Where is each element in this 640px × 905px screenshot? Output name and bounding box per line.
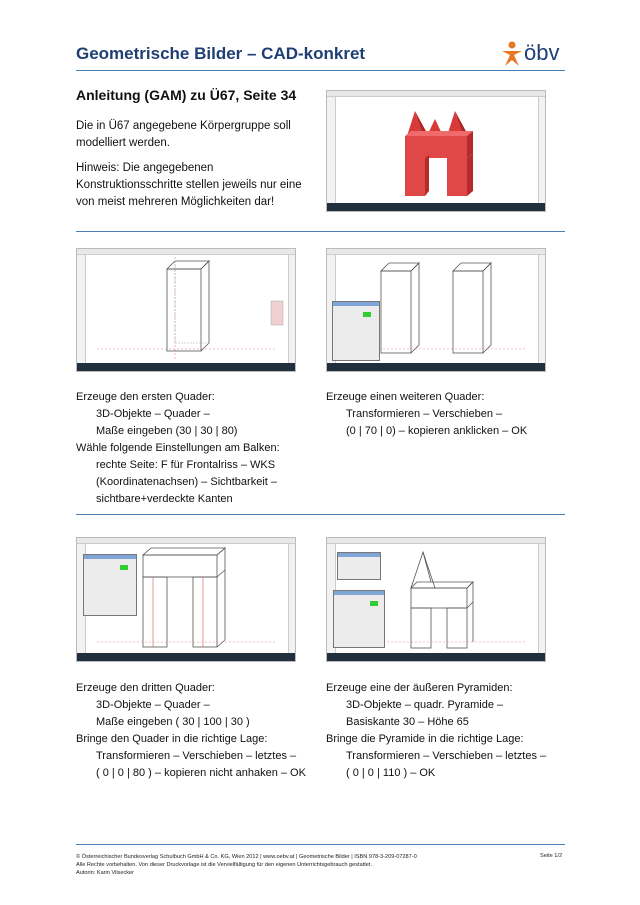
step-4-line-2: 3D-Objekte – quadr. Pyramide – xyxy=(346,699,504,711)
step-1-line-3: Maße eingeben (30 | 30 | 80) xyxy=(96,425,238,437)
step-2-line-1: Erzeuge einen weiteren Quader: xyxy=(326,391,485,403)
step-3-line-5: Transformieren – Verschieben – letztes – xyxy=(96,750,297,762)
footer-copyright: © Österreichischer Bundesverlag Schulbuch GmbH & Co. KG, Wien 2012 | www.oebv.at | Geometrische Bilder | ISBN 978-3-209-07287-0 xyxy=(76,854,417,860)
footer-rule xyxy=(76,844,565,845)
step-4-line-4: Bringe die Pyramide in die richtige Lage: xyxy=(326,733,524,745)
footer-author: Autorin: Karin Vilsecker xyxy=(76,870,135,876)
page-header-title: Geometrische Bilder – CAD-konkret xyxy=(76,44,366,63)
header-rule xyxy=(76,70,565,71)
logo-figure-icon xyxy=(500,40,524,68)
step-1-line-7: sichtbare+verdeckte Kanten xyxy=(96,493,233,505)
screenshot-step-4 xyxy=(326,537,546,662)
screenshot-step-2 xyxy=(326,248,546,372)
step-1-line-4: Wähle folgende Einstellungen am Balken: xyxy=(76,442,280,454)
section-rule-2 xyxy=(76,514,565,515)
step-4-instructions xyxy=(326,680,566,782)
step-3-line-6: ( 0 | 0 | 80 ) – kopieren nicht anhaken – OK xyxy=(96,767,306,779)
step-4-line-5: Transformieren – Verschieben – letztes – xyxy=(346,750,547,762)
step-3-line-2: 3D-Objekte – Quader – xyxy=(96,699,210,711)
step-1-line-6: (Koordinatenachsen) – Sichtbarkeit – xyxy=(96,476,277,488)
footer-text xyxy=(76,853,417,877)
pyramid-dialog xyxy=(337,552,381,580)
screenshot-step-3 xyxy=(76,537,296,662)
step-2-line-3: (0 | 70 | 0) – kopieren anklicken – OK xyxy=(346,425,528,437)
screenshot-step-1 xyxy=(76,248,296,372)
intro-paragraph-2: Hinweis: Die angegebenen Konstruktionsschritte stellen jeweils nur eine von meist mehreren Möglichkeiten dar! xyxy=(76,162,302,208)
step-1-line-1: Erzeuge den ersten Quader: xyxy=(76,391,215,403)
move-dialog-step-3 xyxy=(83,554,137,616)
move-dialog-step-4 xyxy=(333,590,385,648)
step-1-instructions xyxy=(76,389,316,508)
intro-paragraph-1: Die in Ü67 angegebene Körpergruppe soll modelliert werden. xyxy=(76,120,291,149)
intro-heading: Anleitung (GAM) zu Ü67, Seite 34 xyxy=(76,87,297,103)
step-3-instructions xyxy=(76,680,321,782)
screenshot-final-model xyxy=(326,90,546,212)
move-dialog-step-2 xyxy=(332,301,380,361)
step-3-line-1: Erzeuge den dritten Quader: xyxy=(76,682,215,694)
final-model-drawing xyxy=(327,91,545,211)
page-number: Seite 1/2 xyxy=(540,853,563,859)
step-3-line-3: Maße eingeben ( 30 | 100 | 30 ) xyxy=(96,716,250,728)
step-4-line-3: Basiskante 30 – Höhe 65 xyxy=(346,716,469,728)
step-4-line-1: Erzeuge eine der äußeren Pyramiden: xyxy=(326,682,513,694)
first-cuboid-drawing xyxy=(77,249,295,371)
step-2-line-2: Transformieren – Verschieben – xyxy=(346,408,503,420)
step-1-line-2: 3D-Objekte – Quader – xyxy=(96,408,210,420)
step-4-line-6: ( 0 | 0 | 110 ) – OK xyxy=(346,767,436,779)
logo-text: öbv xyxy=(524,40,560,65)
step-2-instructions xyxy=(326,389,566,440)
step-1-line-5: rechte Seite: F für Frontalriss – WKS xyxy=(96,459,276,471)
section-rule-1 xyxy=(76,231,565,232)
footer-rights: Alle Rechte vorbehalten. Von dieser Druckvorlage ist die Vervielfältigung für den eigenen Unterrichtsgebrauch gestattet. xyxy=(76,862,373,868)
oebv-logo xyxy=(500,40,564,68)
step-3-line-4: Bringe den Quader in die richtige Lage: xyxy=(76,733,268,745)
